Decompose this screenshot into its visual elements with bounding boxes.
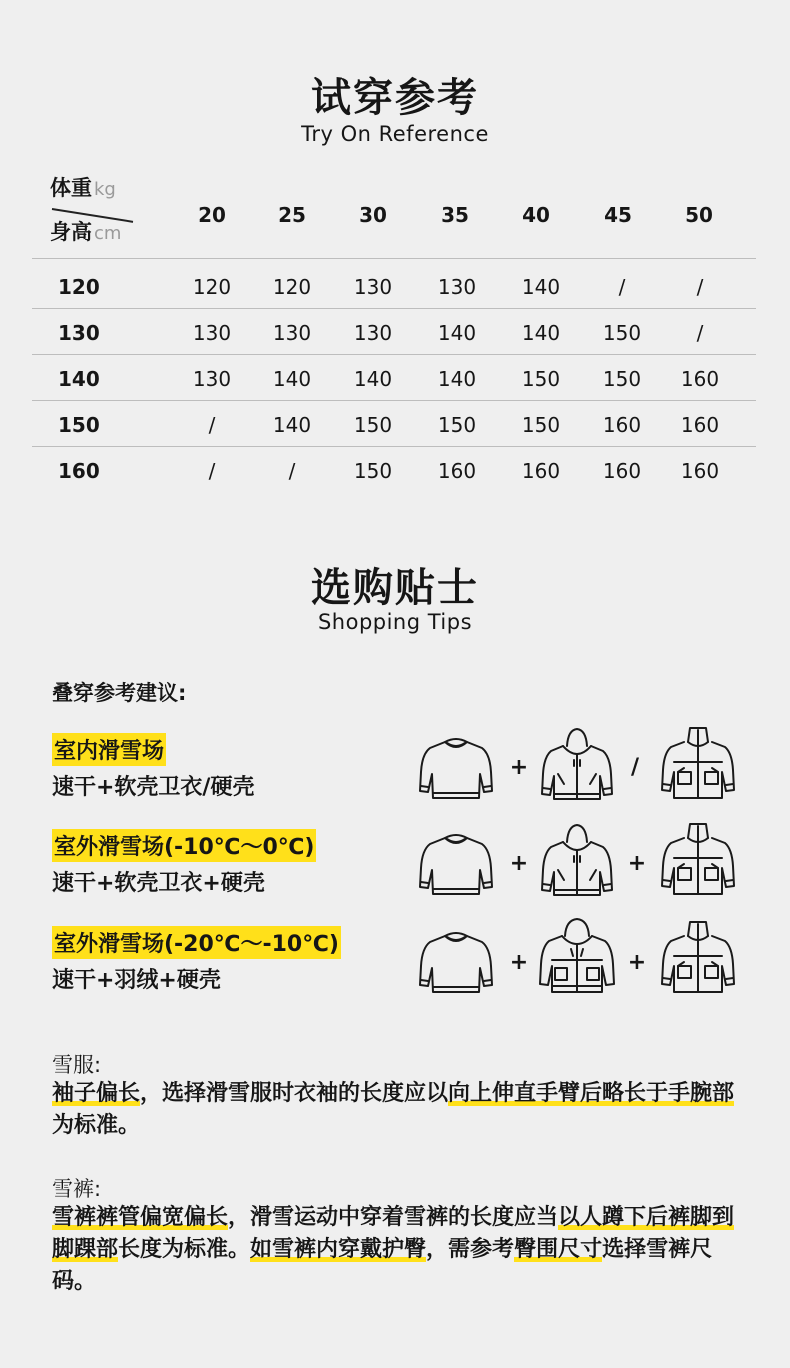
down-jacket-icon (537, 916, 617, 996)
tips-subtitle: Shopping Tips (317, 610, 473, 634)
hardshell-jacket-icon (658, 916, 738, 996)
highlight-text: 向上伸直手臂后略长于手腕部 (448, 1081, 735, 1106)
size-cell: 140 (272, 367, 312, 391)
size-cell: 130 (353, 275, 393, 299)
size-cell: 160 (680, 459, 720, 483)
height-row-label: 120 (58, 275, 100, 299)
height-row-label: 140 (58, 367, 100, 391)
tips-title: 选购贴士 (311, 565, 479, 611)
sweatshirt-icon (416, 922, 496, 1002)
plus-sign: + (509, 950, 529, 975)
size-cell: 150 (602, 321, 642, 345)
scenario-combo-indoor: 速干+软壳卫衣/硬壳 (52, 775, 255, 800)
height-row-label: 130 (58, 321, 100, 345)
weight-header: 40 (522, 203, 550, 227)
plus-sign: + (509, 851, 529, 876)
hardshell-jacket-icon (658, 818, 738, 898)
highlight-text: 臀围尺寸 (514, 1237, 603, 1262)
table-divider (32, 446, 756, 447)
size-cell: 130 (353, 321, 393, 345)
scenario-title-outdoor-mild: 室外滑雪场(-10℃～0℃) (52, 829, 316, 862)
table-corner-header (50, 172, 140, 244)
size-cell: 130 (192, 321, 232, 345)
size-cell: 150 (602, 367, 642, 391)
size-cell: 150 (437, 413, 477, 437)
size-cell: 140 (437, 367, 477, 391)
size-cell: 150 (521, 413, 561, 437)
weight-header: 35 (441, 203, 469, 227)
size-cell: 160 (602, 459, 642, 483)
pants-note-label: 雪裤: (52, 1177, 102, 1201)
size-cell: / (288, 459, 296, 483)
weight-header: 45 (604, 203, 632, 227)
table-divider (32, 308, 756, 309)
size-cell: / (208, 413, 216, 437)
size-cell: / (696, 321, 704, 345)
size-cell: 140 (353, 367, 393, 391)
size-cell: 160 (521, 459, 561, 483)
height-row-label: 160 (58, 459, 100, 483)
size-cell: 160 (602, 413, 642, 437)
size-cell: 140 (521, 275, 561, 299)
scenario-title-outdoor-cold: 室外滑雪场(-20℃～-10℃) (52, 926, 341, 959)
size-cell: 140 (521, 321, 561, 345)
weight-axis-label: 体重 kg (50, 176, 116, 200)
weight-header: 20 (198, 203, 226, 227)
highlight-text: 如雪裤内穿戴护臀 (250, 1237, 427, 1262)
table-divider (32, 354, 756, 355)
softshell-hoodie-icon (537, 724, 617, 804)
jacket-note-text: 袖子偏长，选择滑雪服时衣袖的长度应以向上伸直手臂后略长于手腕部为标准。 (52, 1081, 735, 1138)
plus-sign: + (509, 755, 529, 780)
size-cell: 150 (521, 367, 561, 391)
sweatshirt-icon (416, 824, 496, 904)
size-cell: 130 (192, 367, 232, 391)
pants-note-text: 雪裤裤管偏宽偏长，滑雪运动中穿着雪裤的长度应当以人蹲下后裤脚到脚踝部长度为标准。如雪裤内穿戴护臀，需参考臀围尺寸选择雪裤尺码。 (52, 1205, 735, 1294)
size-cell: 150 (353, 413, 393, 437)
size-cell: 140 (272, 413, 312, 437)
scenario-combo-outdoor-mild: 速干+软壳卫衣+硬壳 (52, 871, 265, 896)
size-cell: 130 (272, 321, 312, 345)
reference-subtitle: Try On Reference (301, 122, 489, 146)
table-divider (32, 400, 756, 401)
weight-header: 25 (278, 203, 306, 227)
size-cell: / (208, 459, 216, 483)
size-cell: 160 (680, 413, 720, 437)
highlight-text: 袖子偏长 (52, 1081, 141, 1106)
hardshell-jacket-icon (658, 722, 738, 802)
softshell-hoodie-icon (537, 820, 617, 900)
highlight-text: 雪裤裤管偏宽偏长 (52, 1205, 229, 1230)
reference-title: 试穿参考 (311, 75, 479, 121)
plus-sign: + (627, 950, 647, 975)
table-divider (32, 258, 756, 259)
size-cell: 160 (437, 459, 477, 483)
scenario-combo-outdoor-cold: 速干+羽绒+硬壳 (52, 968, 221, 993)
size-cell: 150 (353, 459, 393, 483)
weight-header: 30 (359, 203, 387, 227)
size-cell: 160 (680, 367, 720, 391)
or-sign: / (630, 755, 640, 780)
scenario-title-indoor: 室内滑雪场 (52, 733, 166, 766)
size-cell: 120 (272, 275, 312, 299)
highlight-text: 以人蹲下后裤脚到脚踝部 (52, 1205, 735, 1262)
height-axis-label: 身高 cm (50, 220, 122, 244)
height-row-label: 150 (58, 413, 100, 437)
plus-sign: + (627, 851, 647, 876)
size-cell: 120 (192, 275, 232, 299)
weight-header: 50 (685, 203, 713, 227)
layering-label: 叠穿参考建议: (52, 681, 187, 705)
size-cell: / (696, 275, 704, 299)
sweatshirt-icon (416, 728, 496, 808)
size-cell: 140 (437, 321, 477, 345)
size-cell: 130 (437, 275, 477, 299)
size-cell: / (618, 275, 626, 299)
jacket-note-label: 雪服: (52, 1053, 102, 1077)
